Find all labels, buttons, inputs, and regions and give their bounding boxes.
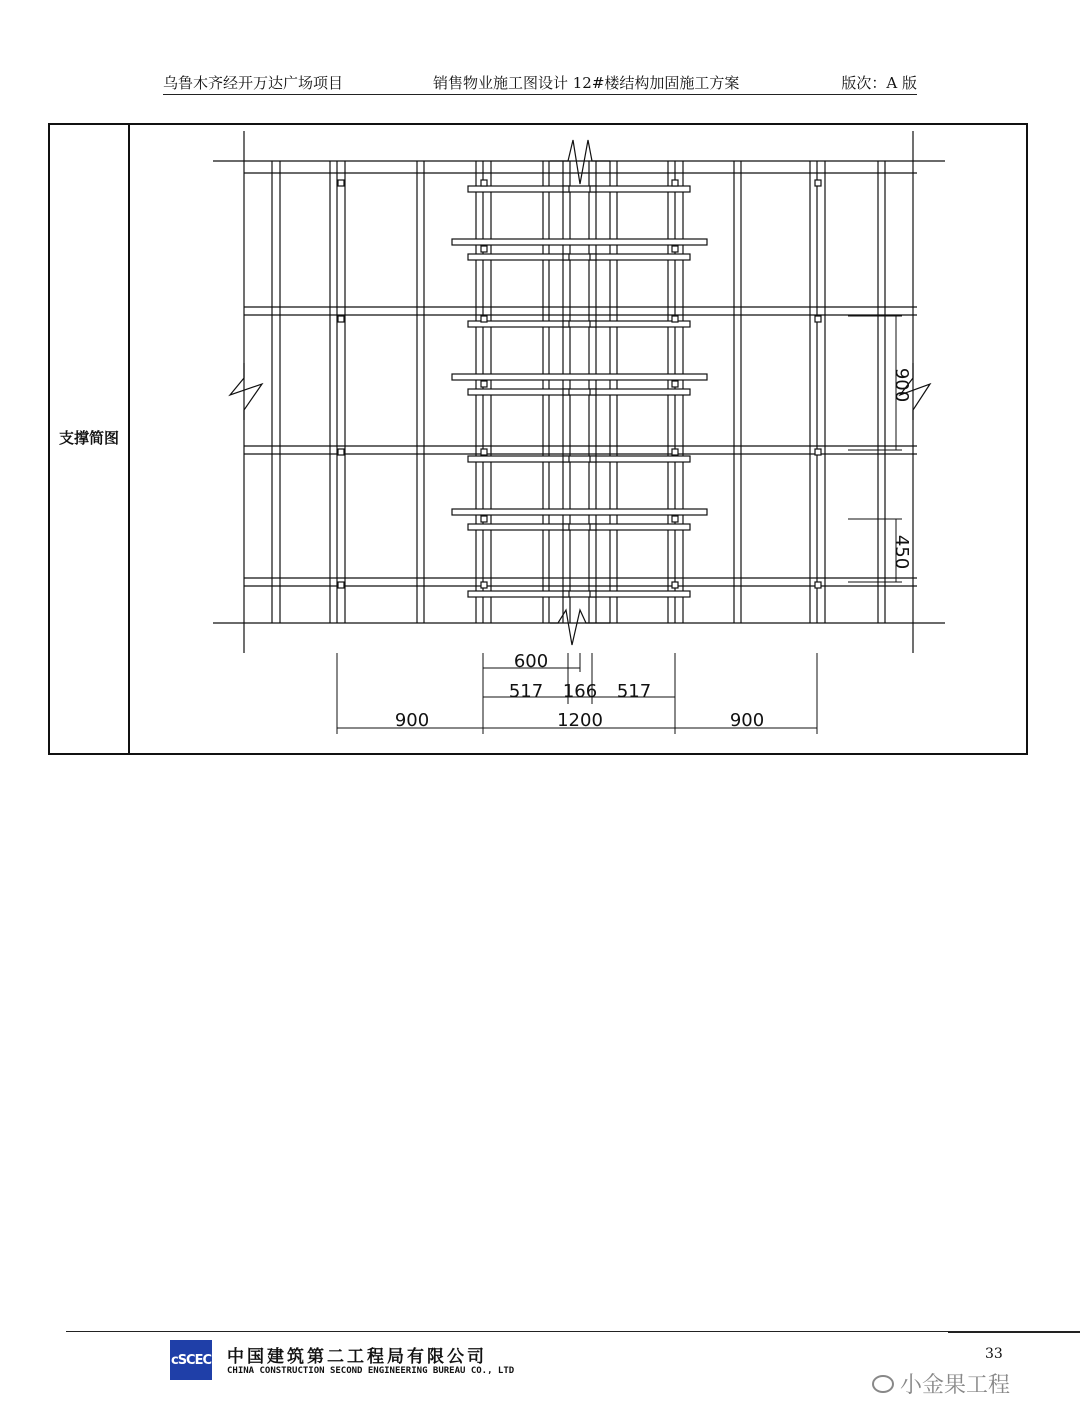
page-number: 33 xyxy=(985,1346,1003,1362)
dim-900-vertical: 900 xyxy=(891,367,912,403)
project-name: 乌鲁木齐经开万达广场项目 xyxy=(163,74,344,92)
chat-icon xyxy=(872,1375,894,1393)
dim-600: 600 xyxy=(513,651,549,672)
watermark xyxy=(872,1368,1010,1399)
beam-planks xyxy=(452,186,707,597)
section-label: 支撑简图 xyxy=(58,429,119,447)
company-name-en: CHINA CONSTRUCTION SECOND ENGINEERING BUREAU CO., LTD xyxy=(227,1366,515,1376)
footer-divider-thick xyxy=(948,1331,1080,1333)
footer-divider xyxy=(66,1331,948,1332)
dim-166: 166 xyxy=(562,681,598,702)
dim-900-left: 900 xyxy=(394,710,430,731)
dim-900-right: 900 xyxy=(729,710,765,731)
watermark-text: 小金果工程 xyxy=(900,1373,1011,1398)
dim-517-right: 517 xyxy=(616,681,652,702)
dim-517-left: 517 xyxy=(508,681,544,702)
dimension-labels xyxy=(395,368,912,731)
dim-450-vertical: 450 xyxy=(891,534,912,570)
document-title: 销售物业施工图设计 12#楼结构加固施工方案 xyxy=(433,74,740,92)
version-label: 版次：A 版 xyxy=(841,74,917,92)
dim-1200: 1200 xyxy=(557,710,603,731)
company-name-cn: 中国建筑第二工程局有限公司 xyxy=(227,1347,487,1367)
cscec-logo: cSCEC xyxy=(170,1340,212,1380)
